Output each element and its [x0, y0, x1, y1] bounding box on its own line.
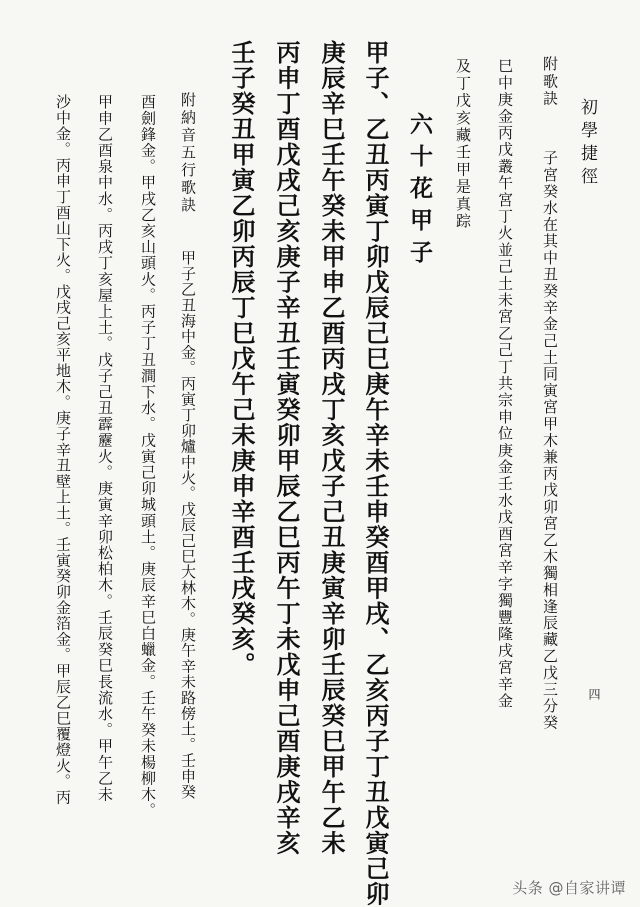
nayin-line-1: 甲子乙丑海中金。丙寅丁卯爐中火。戊辰己巳大林木。庚午辛未路傍土。壬申癸	[179, 250, 197, 800]
page-number: 四	[587, 688, 601, 700]
nayin-line-2: 酉劍鋒金。甲戌乙亥山頭火。丙子丁丑澗下水。戊寅己卯城頭土。庚辰辛巳白蠟金。壬午癸未楊柳木。	[139, 94, 157, 819]
nayin-line-4: 沙中金。丙申丁酉山下火。戊戌己亥平地木。庚子辛丑壁上土。壬寅癸卯金箔金。甲辰乙巳覆燈火。丙	[54, 94, 72, 805]
nayin-line-3: 甲申乙酉泉中水。丙戌丁亥屋上土。戊子己丑霹靂火。庚寅辛卯松柏木。壬辰癸巳長流水。甲午乙未	[96, 94, 114, 803]
song-title: 附歌訣	[541, 56, 559, 108]
jiazi-line-3: 丙申丁酉戊戌己亥庚子辛丑壬寅癸卯甲辰乙巳丙午丁未戊申己酉庚戌辛亥	[272, 40, 301, 856]
jiazi-title: 六十花甲子	[406, 112, 433, 272]
jiazi-line-2: 庚辰辛巳壬午癸未甲申乙酉丙戌丁亥戊子己丑庚寅辛卯壬辰癸巳甲午乙未	[317, 40, 346, 856]
song-line-1: 子宮癸水在其中丑癸辛金己土同寅宮甲木兼丙戊卯宮乙木獨相逢辰藏乙戊三分癸	[541, 150, 559, 731]
song-line-2: 巳中庚金丙戊叢午宮丁火並己土未宮乙己丁共宗申位庚金壬水戊酉宮辛字獨豐隆戌宮辛金	[496, 58, 514, 710]
nayin-title: 附納音五行歌訣	[179, 92, 197, 215]
jiazi-line-1: 甲子、乙丑丙寅丁卯戊辰己巳庚午辛未壬申癸酉甲戌、乙亥丙子丁丑戊寅己卯	[361, 40, 390, 907]
watermark: 头条 @自家讲谭	[512, 879, 626, 897]
jiazi-line-4: 壬子癸丑甲寅乙卯丙辰丁巳戊午己未庚申辛酉壬戌癸亥。	[227, 40, 256, 678]
song-line-3: 及丁戊亥藏壬甲是真踪	[454, 58, 472, 230]
page-header-title: 初學捷徑	[577, 98, 597, 190]
